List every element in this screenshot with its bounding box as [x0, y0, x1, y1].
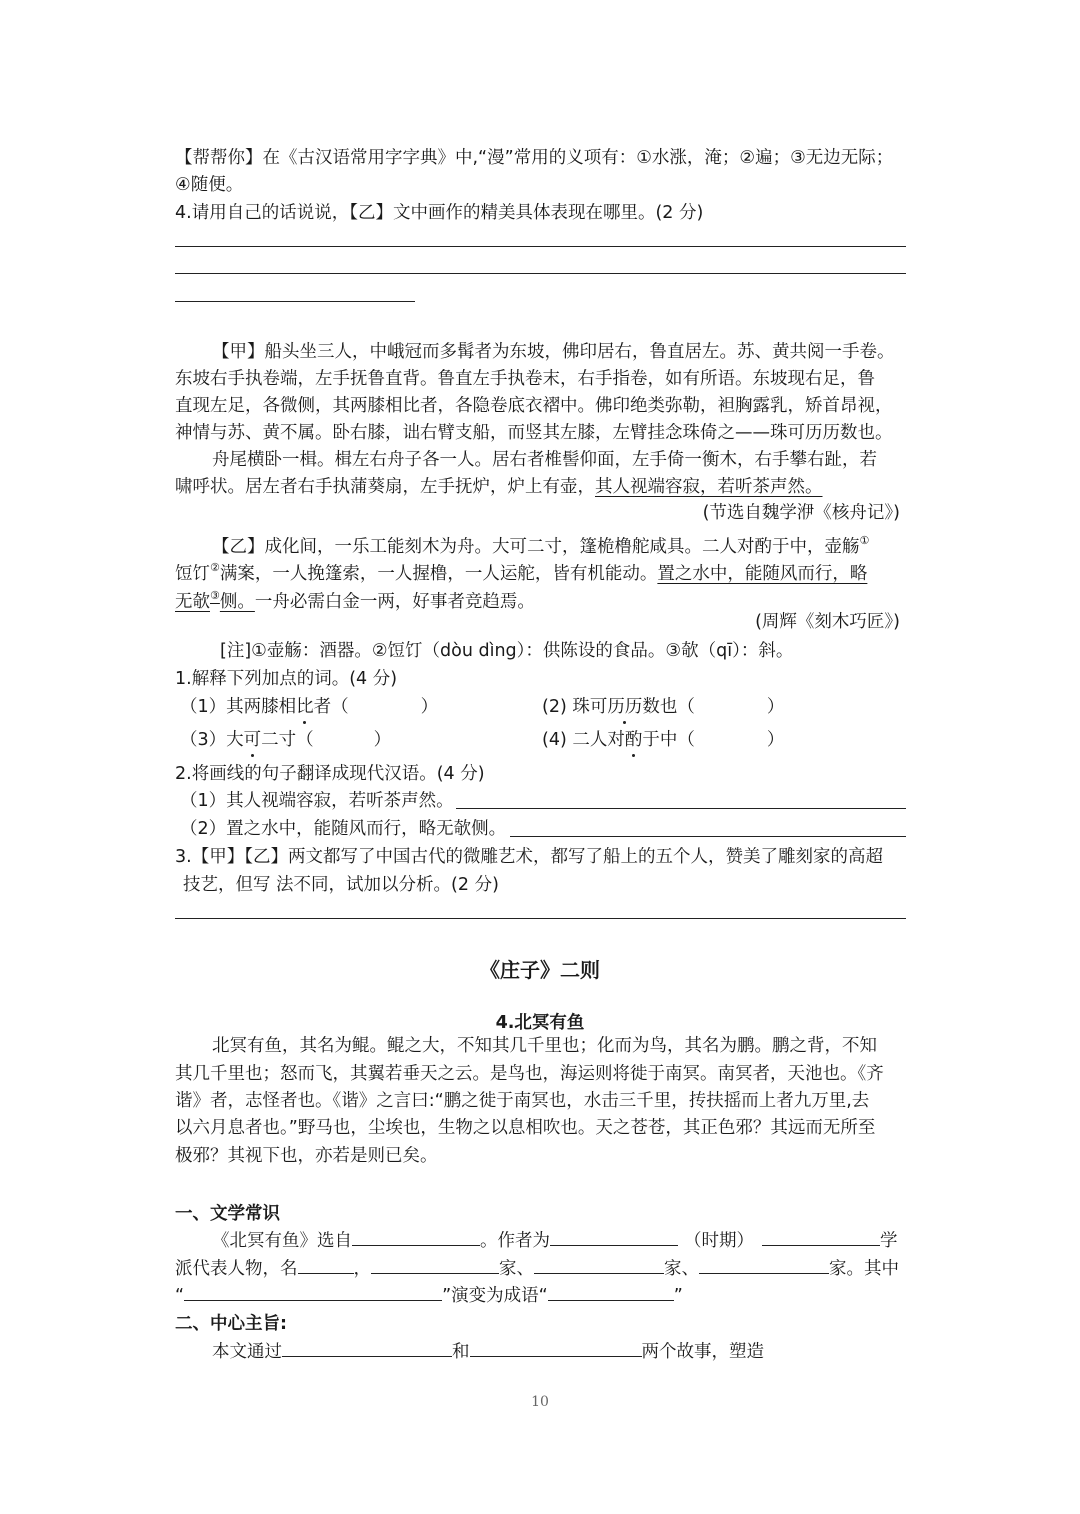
zhuangzi-text-line: 北冥有鱼，其名为鲲。鲲之大，不知其几千里也；化而为鸟，其名为鹏。鹏之背，不知 [212, 1036, 877, 1056]
passage-yi-line [175, 557, 867, 585]
question-1-item [542, 729, 784, 751]
question-1-item [180, 729, 391, 751]
footnote-marker: ③ [210, 589, 220, 602]
dotted-word: 可 [243, 730, 262, 750]
passage-text: 【乙】成化间，一乐工能刻木为舟。大可二寸，篷桅橹舵咸具。二人对酌于中，壶觞 [212, 537, 860, 557]
underlined-sentence: 无欹 [175, 592, 210, 612]
literary-knowledge-row-2 [175, 1255, 899, 1280]
item-text: 数也（ [642, 697, 695, 717]
answer-line[interactable] [175, 301, 415, 302]
dotted-word: 酌 [624, 730, 643, 750]
passage-text: 饾饤 [175, 564, 210, 584]
item-text: ） [420, 697, 439, 717]
question-2-sentence-1: （1）其人视端容寂，若听茶声然。 [180, 791, 454, 811]
fill-blank[interactable] [550, 1227, 678, 1246]
fill-blank[interactable] [352, 1227, 480, 1246]
literary-knowledge-row-3 [175, 1282, 683, 1307]
item-text: 二寸（ [261, 730, 314, 750]
item-text: 者（ [313, 697, 349, 717]
dotted-word: 历历 [607, 697, 643, 717]
question-1-item [542, 696, 784, 718]
fill-text: “ [175, 1286, 185, 1306]
question-2-sentence-2: （2）置之水中，能随风而行，略无欹侧。 [180, 819, 507, 839]
footnote-marker: ① [859, 534, 870, 547]
fill-text: 《北冥有鱼》选自 [212, 1231, 352, 1251]
literary-knowledge-heading: 一、文学常识 [175, 1204, 280, 1224]
answer-line[interactable] [175, 273, 906, 274]
passage-jia-line: 神情与苏、黄不属。卧右膝，诎右臂支船，而竖其左膝，左臂挂念珠倚之——珠可历历数也。 [175, 423, 893, 443]
answer-line[interactable] [456, 808, 906, 809]
passage-jia-line: 舟尾横卧一楫。楫左右舟子各一人。居右者椎髻仰面，左手倚一衡木，右手攀右趾，若 [212, 450, 877, 470]
fill-blank[interactable] [762, 1227, 880, 1246]
answer-line[interactable] [175, 246, 906, 247]
footnote-marker: ② [210, 561, 220, 574]
passage-jia-line: 直现左足，各微侧，其两膝相比者，各隐卷底衣褶中。佛印绝类弥勒，袒胸露乳，矫首昂视， [175, 396, 893, 416]
question-3-prompt-line1: 3.【甲】【乙】两文都写了中国古代的微雕艺术，都写了船上的五个人，赞美了雕刻家的高超 [175, 847, 883, 867]
item-text: （1）其两膝相 [180, 697, 297, 717]
fill-text: 。作者为 [480, 1231, 550, 1251]
passage-text: 一舟必需白金一两，好事者竞趋焉。 [254, 592, 535, 612]
question-1-item [180, 696, 438, 718]
fill-text: ”演变为成语“ [442, 1286, 548, 1306]
fill-blank[interactable] [534, 1255, 664, 1274]
question-1-prompt: 1.解释下列加点的词。(4 分) [175, 669, 398, 689]
underlined-sentence: 置之水中，能随风而行，略 [657, 564, 868, 584]
page-number: 10 [531, 1394, 549, 1410]
fill-blank[interactable] [282, 1338, 452, 1357]
passage-yi-source: (周辉《刻木巧匠》) [755, 612, 900, 632]
zhuangzi-text-line: 其几千里也；怒而飞，其翼若垂天之云。是鸟也，海运则将徙于南冥。南冥者，天池也。《齐 [175, 1064, 884, 1084]
underlined-sentence: 其人视端容寂，若听茶声然。 [595, 477, 823, 497]
fill-text: 家、 [499, 1259, 534, 1279]
fill-text: 两个故事，塑造 [641, 1342, 764, 1362]
fill-blank[interactable] [699, 1255, 829, 1274]
answer-line[interactable] [510, 836, 906, 837]
passage-jia-line: 【甲】船头坐三人，中峨冠而多髯者为东坡，佛印居右，鲁直居左。苏、黄共阅一手卷。 [212, 342, 895, 362]
help-note-line2: ④随便。 [175, 175, 244, 195]
question-4-prompt: 4.请用自己的话说说，【乙】文中画作的精美具体表现在哪里。(2 分) [175, 203, 704, 223]
section-subtitle: 4.北冥有鱼 [495, 1013, 585, 1033]
item-text: 于中（ [642, 730, 695, 750]
zhuangzi-text-line: 谐》者，志怪者也。《谐》之言曰:“鹏之徙于南冥也，水击三千里，抟扶摇而上者九万里,去 [175, 1091, 870, 1111]
fill-text: 派代表人物，名 [175, 1259, 298, 1279]
fill-text: 和 [452, 1342, 470, 1362]
question-2-prompt: 2.将画线的句子翻译成现代汉语。(4 分) [175, 764, 485, 784]
item-text: （3）大 [180, 730, 244, 750]
annotation-note: [注]①壶觞：酒器。②饾饤（dòu dìng）：供陈设的食品。③欹（qī）：斜。 [220, 641, 794, 661]
zhuangzi-text-line: 极邪？其视下也，亦若是则已矣。 [175, 1146, 438, 1166]
fill-blank[interactable] [298, 1255, 354, 1274]
fill-blank[interactable] [371, 1255, 499, 1274]
item-text: (2) 珠可 [542, 697, 608, 717]
passage-text: 啸呼状。居左者右手执蒲葵扇，左手抚炉，炉上有壶， [175, 477, 595, 497]
fill-text: ， [353, 1259, 371, 1279]
passage-text: 满案，一人挽篷索，一人握橹，一人运舵，皆有机能动。 [219, 564, 658, 584]
passage-jia-source: (节选自魏学洢《核舟记》) [702, 503, 900, 523]
central-theme-row [212, 1338, 764, 1363]
zhuangzi-text-line: 以六月息者也。”野马也，尘埃也，生物之以息相吹也。天之苍苍，其正色邪？其远而无所至 [175, 1118, 876, 1138]
fill-blank[interactable] [548, 1282, 674, 1301]
fill-text: 家。其中 [829, 1259, 899, 1279]
section-title: 《庄子》二则 [480, 958, 600, 982]
fill-text: （时期） [684, 1231, 754, 1251]
fill-blank[interactable] [184, 1282, 442, 1301]
passage-yi-line [175, 585, 535, 613]
central-theme-heading: 二、中心主旨: [175, 1314, 287, 1334]
item-text: ） [766, 730, 785, 750]
answer-line[interactable] [175, 918, 906, 919]
literary-knowledge-row-1 [212, 1227, 898, 1252]
item-text: ） [373, 730, 392, 750]
fill-text: 本文通过 [212, 1342, 282, 1362]
underlined-sentence: 侧。 [219, 592, 255, 612]
fill-text: 学 [880, 1231, 898, 1251]
help-note-line1: 【帮帮你】在《古汉语常用字字典》中,“漫”常用的义项有：①水涨，淹；②遍；③无边无际； [175, 148, 894, 168]
item-text: ） [766, 697, 785, 717]
passage-jia-line [175, 476, 823, 498]
passage-jia-line: 东坡右手执卷端，左手抚鲁直背。鲁直左手执卷末，右手指卷，如有所语。东坡现右足，鲁 [175, 369, 875, 389]
question-3-prompt-line2: 技艺，但写 法不同，试加以分析。(2 分) [183, 875, 499, 895]
fill-text: 家、 [664, 1259, 699, 1279]
passage-yi-line [212, 530, 869, 558]
fill-blank[interactable] [470, 1338, 642, 1357]
fill-text: ” [673, 1286, 683, 1306]
dotted-word: 比 [296, 697, 314, 717]
item-text: (4) 二人对 [542, 730, 625, 750]
